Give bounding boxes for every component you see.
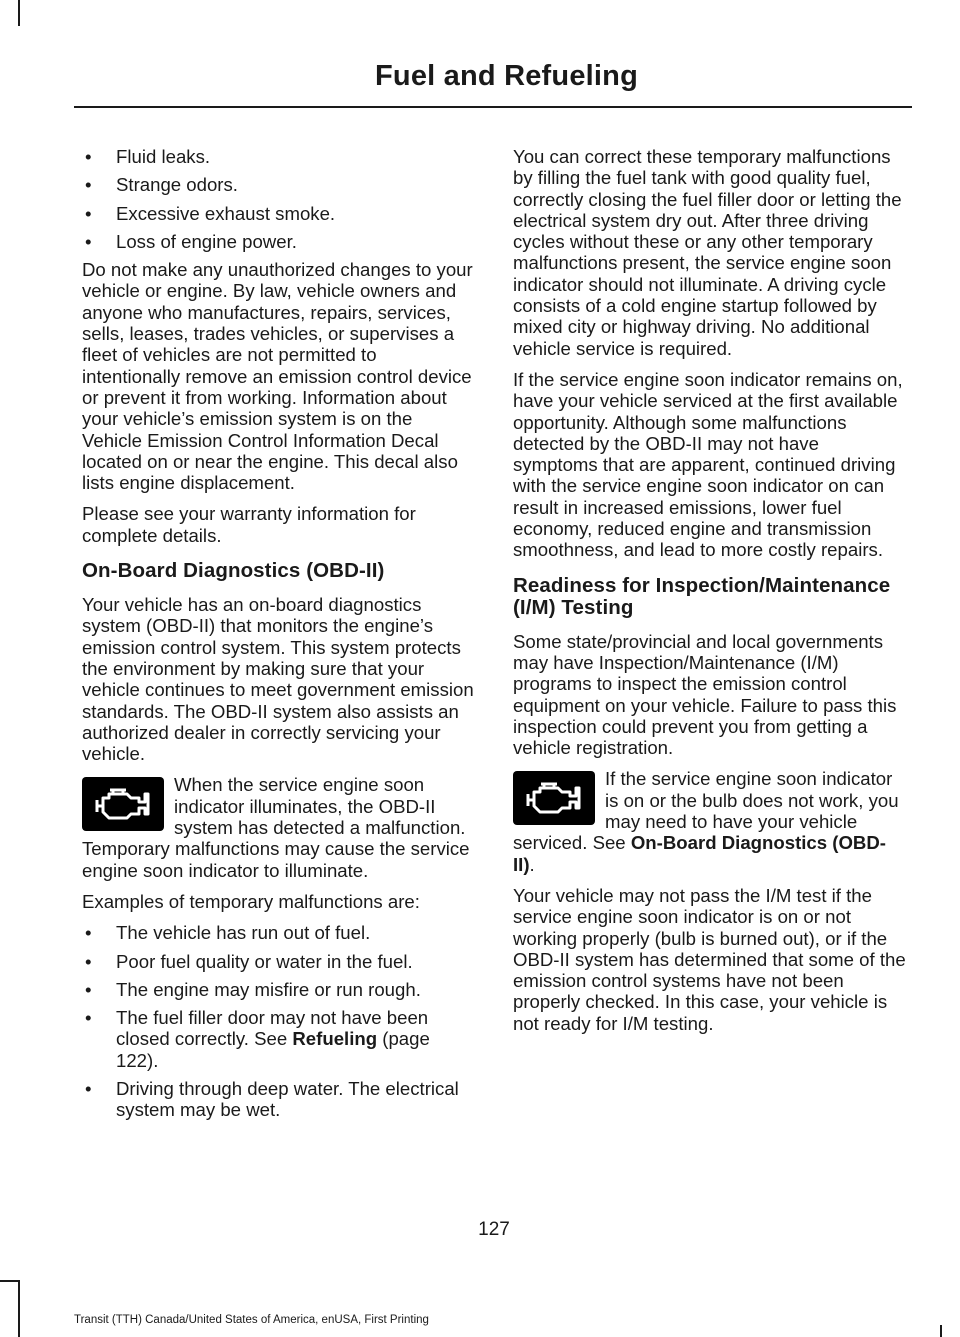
list-item: • Excessive exhaust smoke. [82,203,476,224]
bulb-block [513,768,907,874]
page-number: 127 [478,1219,510,1240]
list-item: • Strange odors. [82,174,476,195]
header-rule [74,106,912,108]
paragraph-bulb-end: . [529,853,535,875]
list-item: • Poor fuel quality or water in the fuel. [82,951,476,972]
list-item [82,1007,476,1071]
paragraph-obd: Your vehicle has an on-board diagnostics system (OBD-II) that monitors the engine’s emission control system. This system protects the environment by making sure that your vehicle continues to meet government emission standards. The OBD-II system also assists an authorized dealer in correctly servicing your vehicle. [82,594,474,765]
paragraph-correct-malfunctions: You can correct these temporary malfunctions by filling the fuel tank with good quality fuel, correctly closing the fuel filler door or letting the electrical system dry out. After three driving cycles without these or any other temporary malfunctions present, the service engine soon indicator should not illuminate. A driving cycle consists of a cold engine startup followed by mixed city or highway driving. No additional vehicle service is required. [513,146,902,359]
paragraph-im-programs: Some state/provincial and local governments may have Inspection/Maintenance (I/M) programs to inspect the emission control equipment on your vehicle. Failure to pass this inspection could prevent you from getting a vehicle registration. [513,630,897,759]
heading-obd: On-Board Diagnostics (OBD-II) [82,559,385,583]
crop-mark-bottom-left-vertical [18,1280,20,1337]
paragraph-examples: Examples of temporary malfunctions are: [82,890,420,912]
examples-list [82,922,476,1120]
engine-icon [513,771,595,825]
symptom-list [82,146,476,252]
list-item: • The engine may misfire or run rough. [82,979,476,1000]
paragraph-im-test: Your vehicle may not pass the I/M test if the service engine soon indicator is on or not working properly (bulb is burned out), or if the OBD-II system has determined that some of the emission control systems have not been properly checked. In this case, your vehicle is not ready for I/M testing. [513,884,906,1034]
paragraph-bulb: If the service engine soon indicator is on or the bulb does not work, you may need to have your vehicle serviced. See [513,768,899,854]
page-title: Fuel and Refueling [375,60,638,92]
paragraph-indicator: When the service engine soon indicator illuminates, the OBD-II system has detected a malfunction. Temporary malfunctions may cause the service engine soon indicator to illuminate. [82,774,470,881]
crop-mark-bottom-left-horizontal [0,1280,20,1282]
list-item: • The vehicle has run out of fuel. [82,922,476,943]
engine-icon [82,777,164,831]
refueling-link[interactable]: Refueling [292,1028,378,1050]
list-item: • Fluid leaks. [82,146,476,167]
paragraph-indicator-remains: If the service engine soon indicator remains on, have your vehicle serviced at the first available opportunity. Although some malfunctions detected by the OBD-II may not have symptoms that are apparent, continued driving with the service engine soon indicator on can result in increased emissions, lower fuel economy, reduced engine and transmission smoothness, and lead to more costly repairs. [513,368,903,561]
paragraph-warranty: Please see your warranty information for complete details. [82,503,416,546]
footer-text: Transit (TTH) Canada/United States of America, enUSA, First Printing [74,1314,429,1326]
page-reference: (page 122). [116,1028,430,1071]
list-item: • Loss of engine power. [82,231,476,252]
crop-mark-bottom-right-vertical [940,1325,942,1337]
right-column [513,146,907,1044]
list-item: • Driving through deep water. The electrical system may be wet. [82,1078,476,1121]
heading-readiness: Readiness for Inspection/Maintenance (I/M) Testing [513,573,891,619]
crop-mark-top-left-vertical [18,0,20,26]
list-item-text: The fuel filler door may not have been closed correctly. See [116,1007,429,1050]
paragraph-unauthorized-changes: Do not make any unauthorized changes to your vehicle or engine. By law, vehicle owners and anyone who manufactures, repairs, services, sells, leases, trades vehicles, or supervises a fleet of vehicles are not permitted to intentionally remove an emission control device or prevent it from working. Information about your vehicle’s emission system is on the Vehicle Emission Control Information Decal located on or near the engine. This decal also lists engine displacement. [82,259,473,494]
obd-link[interactable]: On-Board Diagnostics (OBD-II) [513,832,886,875]
left-column [82,146,476,1128]
indicator-block [82,774,476,880]
